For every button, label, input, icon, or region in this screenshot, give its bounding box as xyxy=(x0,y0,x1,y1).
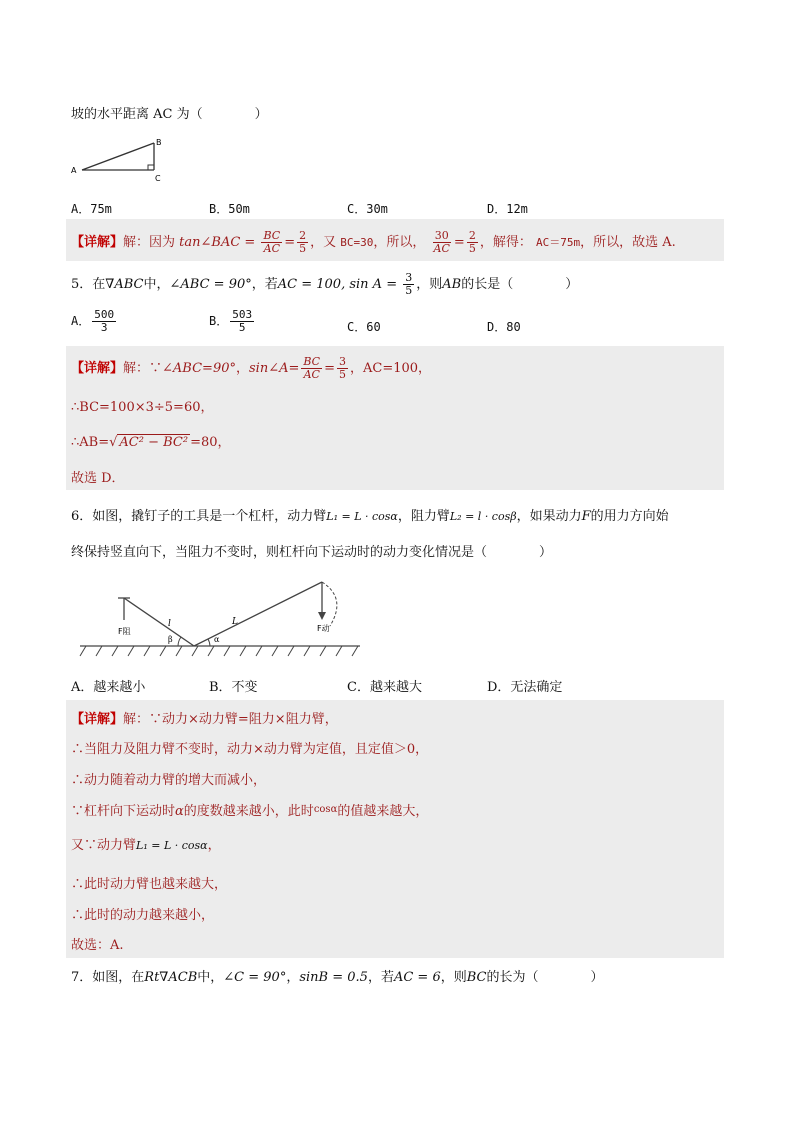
q6-fig-label-fd: F动 xyxy=(317,624,330,633)
q4-stem-tail: 坡的水平距离 AC 为（ ） xyxy=(71,107,268,122)
q6-stem-line-2: 终保持竖直向下，当阻力不变时，则杠杆向下运动时的动力变化情况是（ ） xyxy=(71,545,553,560)
q4-option-b: B．50m xyxy=(209,202,250,216)
q6-option-a: A．越来越小 xyxy=(71,680,146,695)
q6-fig-label-fr: F阻 xyxy=(118,627,131,636)
q4-answer-tag: 【详解】 xyxy=(71,235,124,250)
q4-fig-label-b: B xyxy=(156,138,162,147)
q6-lever-figure xyxy=(72,576,372,660)
q6-answer-line-8: 故选：A. xyxy=(71,938,124,953)
q5-answer-tag: 【详解】 xyxy=(71,361,124,376)
q6-fig-label-bigl: L xyxy=(232,617,238,627)
q6-answer-tag: 【详解】 xyxy=(71,712,124,727)
q4-option-a: A．75m xyxy=(71,202,112,216)
q5-stem: 5．在∇ABC中，∠ABC = 90°，若AC = 100, sin A = $\frac{3}{5}$ ，则AB的长是（ ） xyxy=(71,271,579,297)
q4-triangle-figure xyxy=(68,136,168,184)
q7-stem: 7．如图，在Rt∇ACB中，∠C = 90°，sinB = 0.5，若AC = 6，则BC的长为（ ） xyxy=(71,970,604,985)
q6-fig-label-alpha: α xyxy=(214,635,220,644)
q6-fig-label-l: l xyxy=(168,619,171,629)
q5-option-d: D．80 xyxy=(487,320,521,334)
q4-option-c: C．30m xyxy=(347,202,388,216)
q4-fig-ab-line xyxy=(82,143,154,170)
q5-option-b: B． $\frac{503}{5}$ xyxy=(209,308,253,334)
q5-option-a: A． $\frac{500}{3}$ xyxy=(71,308,115,334)
q6-option-d: D．无法确定 xyxy=(487,680,563,695)
q6-answer-line-4: ∵杠杆向下运动时α的度数越来越小，此时$^{cos\alpha}$的值越来越大， xyxy=(71,804,429,819)
q5-option-c: C．60 xyxy=(347,320,381,334)
q6-answer-line-2: ∴当阻力及阻力臂不变时，动力×动力臂为定值，且定值＞0， xyxy=(71,742,429,757)
q4-fig-label-c: C xyxy=(155,174,161,183)
q6-answer-line-1: 【详解】解：∵动力×动力臂=阻力×阻力臂， xyxy=(71,712,338,727)
q6-option-b: B．不变 xyxy=(209,680,258,695)
q6-option-c: C．越来越大 xyxy=(347,680,422,695)
q6-answer-block xyxy=(66,700,724,958)
q6-answer-line-6: ∴此时动力臂也越来越大， xyxy=(71,877,228,892)
q6-answer-line-3: ∴动力随着动力臂的增大而减小， xyxy=(71,773,267,788)
q6-fig-alpha-arc xyxy=(208,639,210,646)
q4-fig-label-a: A xyxy=(71,166,77,175)
q5-answer-line-3: ∴AB=√ AC² − BC² =80， xyxy=(71,435,231,450)
q6-fig-label-beta: β xyxy=(168,635,173,644)
q4-fig-right-angle xyxy=(148,165,154,170)
q5-answer-line-4: 故选 D． xyxy=(71,471,125,486)
q6-fig-motion-arc xyxy=(322,582,337,626)
q6-stem-line-1: 6．如图，撬钉子的工具是一个杠杆，动力臂L₁ = L · cosα，阻力臂L₂ = l · cosβ，如果动力F的用力方向始 xyxy=(71,509,669,524)
q4-option-d: D．12m xyxy=(487,202,528,216)
q6-fig-short-arm xyxy=(124,598,194,646)
q5-answer-block xyxy=(66,346,724,490)
q6-answer-line-7: ∴此时的动力越来越小， xyxy=(71,908,215,923)
q5-answer-line-1: 【详解】解：∵∠ABC=90°，sin∠A= $\frac{BC}{AC}$ = $\frac{3}{5}$ ，AC=100， xyxy=(71,355,432,381)
q6-fig-ground-hatch xyxy=(80,646,358,656)
q6-fig-beta-arc xyxy=(178,637,181,646)
q6-answer-line-5: 又∵动力臂L₁ = L · cosα， xyxy=(71,838,221,853)
q5-answer-line-2: ∴BC=100×3÷5=60， xyxy=(71,400,214,415)
q4-answer-line: 【详解】解：因为 tan∠BAC = $\frac{BC}{AC}$ = $\frac{2}{5}$ ，又 BC=30，所以， $\frac{30}{AC}$ = $\frac{2}{5}$ ，解得： AC＝75m，所以，故选 A. xyxy=(71,229,676,255)
q4-answer-block xyxy=(66,219,724,261)
